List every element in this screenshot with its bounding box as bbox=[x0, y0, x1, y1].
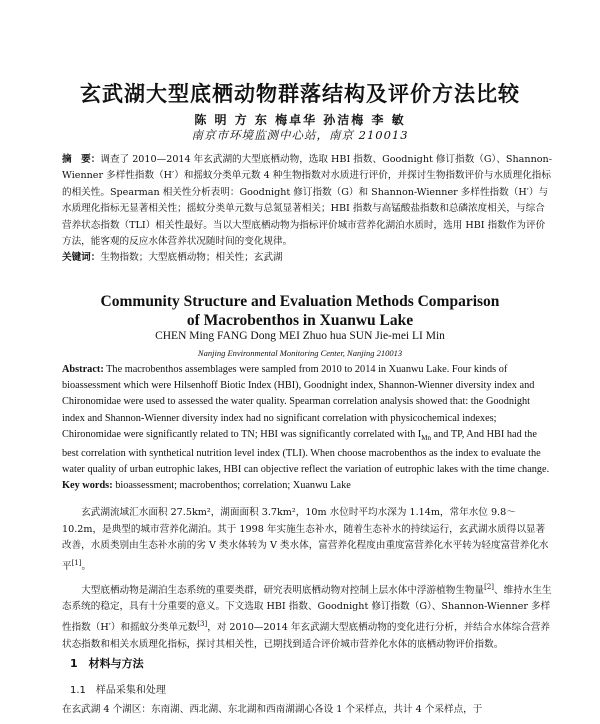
english-abstract-text-2: and TP, And HBI had the best correlation with synthetical nutrition level index (TLI). When choose macrobenthos as the index to evaluate the water quality of urban eutrophic lakes, HBI can objective reflect the variation of eutrophic lakes with the time change. bbox=[62, 428, 550, 476]
english-abstract-label: Abstract: bbox=[62, 364, 104, 375]
chinese-affiliation: 南京市环境监测中心站，南京 210013 bbox=[191, 128, 409, 142]
body-paragraph-2-end: ，对 2010—2014 年玄武湖大型底栖动物的变化进行分析，并结合水体综合营养状态指数和相关水质理化指标，探讨其相关性，已期找到适合评价城市营养化水体的底栖动物评价指数。 bbox=[62, 622, 550, 650]
english-title-line-2: of Macrobenthos in Xuanwu Lake bbox=[186, 312, 414, 329]
body-paragraph-2-text: 大型底栖动物是湖泊生态系统的重要类群，研究表明底栖动物对控制上层水体中浮游植物生物量 bbox=[81, 584, 485, 596]
subsection-heading-1-1: 1.1 样品采集和处理 bbox=[70, 685, 166, 696]
english-authors: CHEN Ming FANG Dong MEI Zhuo hua SUN Jie-mei LI Min bbox=[155, 330, 445, 342]
body-paragraph-2 bbox=[62, 579, 552, 654]
english-abstract-text: The macrobenthos assemblages were sampled from 2010 to 2014 in Xuanwu Lake. Four kinds of bioassessment which were Hilsenhoff Biotic Index (HBI), Goodnight index, Shannon-Wienner diversity index and Chironomidae were used to assessed the water quality. Spearman correlation analysis showed that: the Goodnight index and Shannon-Wienner diversity index had no significant correlation with physicochemical indexes; Chironomidae were significantly related to TN; HBI was significantly correlated with I bbox=[62, 364, 535, 440]
body-text bbox=[62, 505, 552, 656]
english-keywords-label: Key words: bbox=[62, 480, 113, 492]
english-keywords-text: bioassessment; macrobenthos; correlation; Xuanwu Lake bbox=[112, 480, 351, 492]
body-paragraph-1 bbox=[62, 505, 552, 576]
english-affiliation: Nanjing Environmental Monitoring Center, Nanjing 210013 bbox=[197, 348, 403, 358]
chinese-abstract-label: 摘 要： bbox=[62, 154, 101, 165]
body-last-line: 在玄武湖 4 个湖区：东南湖、西北湖、东北湖和西南湖湖心各设 1 个采样点，共计 4 个采样点，于 bbox=[62, 704, 483, 715]
chinese-title: 玄武湖大型底栖动物群落结构及评价方法比较 bbox=[80, 82, 520, 106]
citation-2: [2] bbox=[484, 582, 495, 591]
body-paragraph-1-end: 。 bbox=[81, 560, 92, 572]
english-abstract-subscript: Mn bbox=[421, 433, 431, 442]
english-title-line-1: Community Structure and Evaluation Methods Comparison bbox=[100, 293, 500, 310]
english-title bbox=[0, 292, 600, 330]
body-paragraph-2-mid: 、维持水生生态系统的稳定，具有十分重要的意义。下文选取 HBI 指数、Goodnight 修订指数（G）、Shannon-Wienner 多样性指数（H′）和摇蚊分类单元数 bbox=[62, 584, 552, 634]
body-paragraph-1-text: 玄武湖流域汇水面积 27.5km²，湖面面积 3.7km²，10m 水位时平均水深为 1.14m，常年水位 9.8～10.2m，是典型的城市营养化湖泊。其于 1998 年实施生态补水，随着生态补水的持续运行，玄武湖水质得以显著改善，水质类别由生态补水前的劣 V 类水体转为 V 类水体，富营养化程度由重度富营养化水平转为轻度富营养化水平 bbox=[62, 507, 549, 572]
citation-3: [3] bbox=[197, 619, 208, 628]
chinese-authors: 陈 明 方 东 梅卓华 孙洁梅 李 敏 bbox=[194, 113, 406, 127]
citation-1: [1] bbox=[71, 558, 82, 567]
english-abstract bbox=[62, 362, 552, 495]
chinese-keywords-text: 生物指数；大型底栖动物；相关性；玄武湖 bbox=[100, 252, 283, 264]
chinese-abstract bbox=[62, 152, 552, 267]
chinese-abstract-text: 调查了 2010—2014 年玄武湖的大型底栖动物，选取 HBI 指数、Goodnight 修订指数（G）、Shannon-Wienner 多样性指数（H′）和摇蚊分类单元数 4 种生物指数对水质进行评价，并探讨生物指数评价与水质理化指标的相关性。Spearman 相关性分析表明：Goodnight 修订指数（G）和 Shannon-Wienner 多样性指数（H′）与水质理化指标无显著相关性；摇蚊分类单元数与总氮显著相关；HBI 指数与高锰酸盐指数和总磷浓度相关，与综合营养状态指数（TLI）相关性最好。当以大型底栖动物为指标评价城市营养化湖泊水质时，选用 HBI 指数作为评价方法，能客观的反应水体营养状况随时间的变化规律。 bbox=[62, 154, 552, 248]
section-heading-1: 1 材料与方法 bbox=[70, 657, 144, 670]
chinese-keywords-label: 关键词： bbox=[62, 252, 101, 264]
